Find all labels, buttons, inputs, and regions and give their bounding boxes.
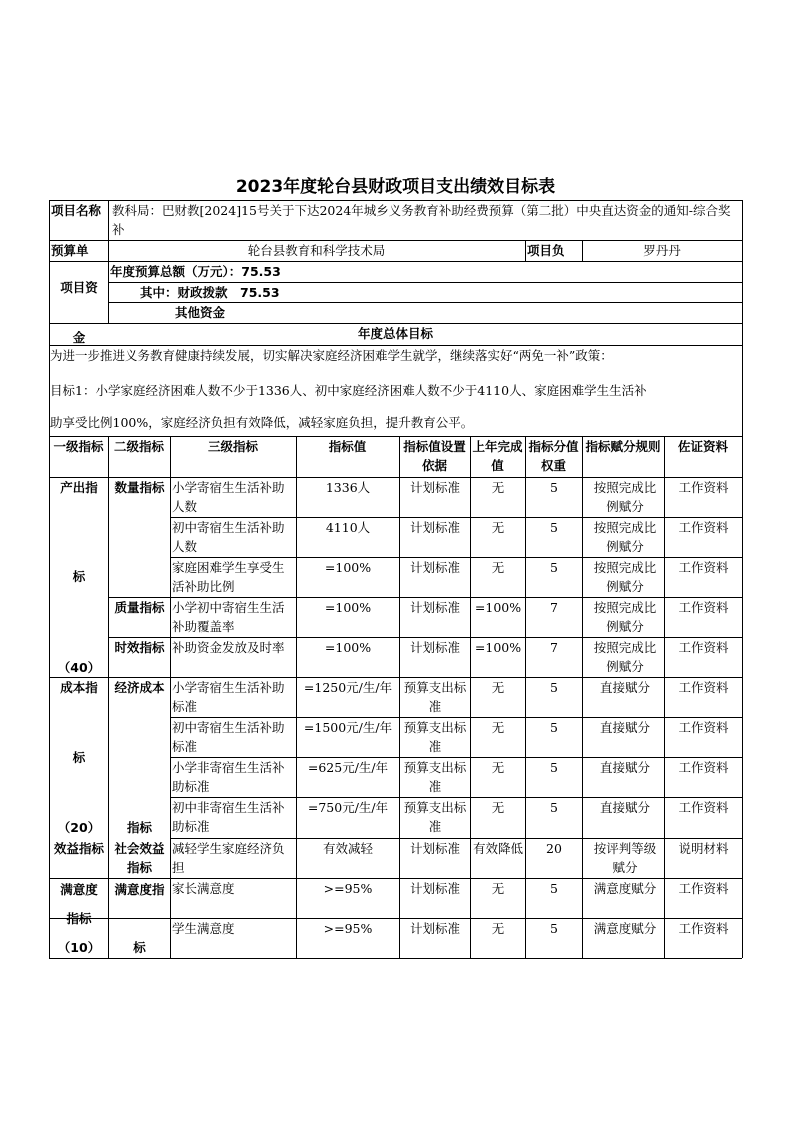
- l2-timeliness: 时效指标: [114, 640, 165, 655]
- row-7-weight: 5: [550, 760, 558, 775]
- row-4-basis: 计划标准: [409, 640, 460, 655]
- row-2-weight: 5: [550, 560, 558, 575]
- row-9-last: 有效降低: [472, 841, 523, 856]
- row-11-l3: 学生满意度: [172, 921, 235, 936]
- row-7-rule: 直接赋分: [599, 760, 650, 775]
- goal-line-2: 目标1：小学家庭经济困难人数不少于1336人、初中家庭经济困难人数不少于4110人、家庭困难学生生活补: [50, 383, 647, 398]
- group-cost-a: 成本指: [60, 680, 98, 695]
- fiscal-funds: 其中：财政拨款 75.53: [140, 285, 280, 300]
- row-6-last: 无: [491, 720, 505, 735]
- col-head-basis: 指标值设置依据: [403, 439, 466, 473]
- grid-line-v: [108, 200, 109, 323]
- row-9-weight: 20: [546, 841, 562, 856]
- row-7-basis: 预算支出标准: [403, 760, 467, 794]
- row-0-l3: 小学寄宿生生活补助人数: [172, 480, 285, 514]
- row-9-basis: 计划标准: [409, 841, 460, 856]
- row-1-weight: 5: [550, 520, 558, 535]
- col-head-value: 指标值: [328, 439, 367, 454]
- row-1-rule: 按照完成比例赋分: [593, 520, 657, 554]
- row-3-l3: 小学初中寄宿生生活补助覆盖率: [172, 600, 285, 634]
- row-0-last: 无: [491, 480, 505, 495]
- grid-line-v: [742, 200, 743, 958]
- row-10-rule: 满意度赋分: [593, 881, 657, 896]
- row-5-l3: 小学寄宿生生活补助标准: [172, 680, 285, 714]
- row-2-evidence: 工作资料: [678, 560, 729, 575]
- row-3-last: =100%: [474, 600, 522, 615]
- row-9-rule: 按评判等级赋分: [593, 841, 657, 875]
- row-4-l3: 补助资金发放及时率: [172, 640, 285, 655]
- row-5-value: =1250元/生/年: [303, 680, 393, 695]
- row-2-l3: 家庭困难学生享受生活补助比例: [172, 560, 285, 594]
- row-7-last: 无: [491, 760, 505, 775]
- grid-line-v: [525, 240, 526, 261]
- row-2-rule: 按照完成比例赋分: [593, 560, 657, 594]
- row-10-value: >=95%: [323, 881, 373, 896]
- row-6-evidence: 工作资料: [678, 720, 729, 735]
- row-3-evidence: 工作资料: [678, 600, 729, 615]
- project-name-value: 教科局：巴财教[2024]15号关于下达2024年城乡义务教育补助经费预算（第二批）中央直达资金的通知-综合奖补: [112, 203, 731, 237]
- row-9-value: 有效减轻: [322, 841, 373, 856]
- group-cost-c: （20）: [57, 820, 101, 835]
- col-head-l1: 一级指标: [53, 439, 104, 454]
- row-4-value: =100%: [324, 640, 372, 655]
- row-6-basis: 预算支出标准: [403, 720, 467, 754]
- l2-economic-a: 经济成本: [114, 680, 165, 695]
- total-budget: 年度预算总额（万元）：75.53: [110, 264, 281, 279]
- row-4-weight: 7: [550, 640, 558, 655]
- group-benefit: 效益指标: [53, 841, 104, 856]
- group-satisfaction-c: （10）: [57, 940, 101, 955]
- row-8-weight: 5: [550, 800, 558, 815]
- row-7-l3: 小学非寄宿生生活补助标准: [172, 760, 285, 794]
- group-output-a: 产出指: [60, 480, 98, 495]
- row-8-rule: 直接赋分: [599, 800, 650, 815]
- col-head-weight: 指标分值权重: [528, 439, 579, 473]
- row-5-rule: 直接赋分: [599, 680, 650, 695]
- row-10-last: 无: [491, 881, 505, 896]
- col-head-rule: 指标赋分规则: [585, 439, 661, 454]
- page-title: 2023年度轮台县财政项目支出绩效目标表: [235, 177, 556, 197]
- grid-line-h: [49, 958, 742, 959]
- l2-quantity: 数量指标: [114, 480, 165, 495]
- l2-satisfaction-a: 满意度指: [114, 882, 165, 897]
- row-9-evidence: 说明材料: [678, 841, 729, 856]
- row-5-weight: 5: [550, 680, 558, 695]
- row-5-evidence: 工作资料: [678, 680, 729, 695]
- row-3-value: =100%: [324, 600, 372, 615]
- row-1-value: 4110人: [325, 520, 371, 535]
- grid-line-v: [582, 436, 583, 958]
- group-satisfaction-a: 满意度: [60, 882, 98, 897]
- row-6-value: =1500元/生/年: [303, 720, 393, 735]
- row-5-basis: 预算支出标准: [403, 680, 467, 714]
- row-0-basis: 计划标准: [409, 480, 460, 495]
- l2-economic-b: 指标: [126, 820, 152, 835]
- row-3-weight: 7: [550, 600, 558, 615]
- row-9-l3: 减轻学生家庭经济负担: [172, 841, 285, 875]
- row-10-evidence: 工作资料: [678, 881, 729, 896]
- row-11-last: 无: [491, 921, 505, 936]
- l2-quality: 质量指标: [114, 600, 165, 615]
- col-head-l2: 二级指标: [113, 439, 164, 454]
- row-7-evidence: 工作资料: [678, 760, 729, 775]
- row-0-rule: 按照完成比例赋分: [593, 480, 657, 514]
- row-5-last: 无: [491, 680, 505, 695]
- other-funds: 其他资金: [175, 305, 226, 320]
- row-8-l3: 初中非寄宿生生活补助标准: [172, 800, 285, 834]
- row-10-basis: 计划标准: [409, 881, 460, 896]
- project-name-label: 项目名称: [51, 203, 102, 218]
- row-11-basis: 计划标准: [409, 921, 460, 936]
- row-6-weight: 5: [550, 720, 558, 735]
- row-8-value: =750元/生/年: [307, 800, 389, 815]
- row-4-evidence: 工作资料: [678, 640, 729, 655]
- group-output-c: （40）: [57, 660, 101, 675]
- row-11-evidence: 工作资料: [678, 921, 729, 936]
- row-8-evidence: 工作资料: [678, 800, 729, 815]
- group-output-b: 标: [72, 569, 86, 584]
- group-cost-b: 标: [72, 750, 86, 765]
- leader-value: 罗丹丹: [643, 243, 681, 258]
- budget-unit-value: 轮台县教育和科学技术局: [247, 243, 386, 258]
- goal-line-1: 为进一步推进义务教育健康持续发展，切实解决家庭经济困难学生就学，继续落实好“两免一补”政策：: [50, 348, 613, 363]
- row-1-last: 无: [491, 520, 505, 535]
- l2-social: 社会效益指标: [114, 841, 165, 875]
- goal-line-3: 助享受比例100%，家庭经济负担有效降低，减轻家庭负担，提升教育公平。: [50, 415, 474, 430]
- row-6-l3: 初中寄宿生生活补助标准: [172, 720, 285, 754]
- row-1-l3: 初中寄宿生生活补助人数: [172, 520, 285, 554]
- budget-unit-label: 预算单: [51, 243, 89, 258]
- row-11-value: >=95%: [323, 921, 373, 936]
- row-7-value: =625元/生/年: [307, 760, 389, 775]
- grid-line-v: [170, 436, 171, 958]
- row-10-weight: 5: [550, 881, 558, 896]
- leader-label: 项目负: [527, 243, 565, 258]
- row-2-value: =100%: [324, 560, 372, 575]
- goal-heading: 年度总体目标: [357, 326, 433, 341]
- row-0-weight: 5: [550, 480, 558, 495]
- row-2-last: 无: [491, 560, 505, 575]
- col-head-l3: 三级指标: [207, 439, 258, 454]
- project-funds-label: 项目资金: [60, 280, 98, 345]
- row-4-rule: 按照完成比例赋分: [593, 640, 657, 674]
- group-satisfaction-b: 指标: [66, 911, 92, 926]
- row-1-evidence: 工作资料: [678, 520, 729, 535]
- grid-line-v: [399, 436, 400, 958]
- l2-satisfaction-b: 标: [133, 940, 146, 955]
- row-8-last: 无: [491, 800, 505, 815]
- row-6-rule: 直接赋分: [599, 720, 650, 735]
- row-11-rule: 满意度赋分: [593, 921, 657, 936]
- row-0-evidence: 工作资料: [678, 480, 729, 495]
- col-head-evidence: 佐证资料: [677, 439, 728, 454]
- row-8-basis: 预算支出标准: [403, 800, 467, 834]
- row-3-rule: 按照完成比例赋分: [593, 600, 657, 634]
- row-10-l3: 家长满意度: [172, 881, 235, 896]
- col-head-last-year: 上年完成值: [472, 439, 523, 473]
- row-3-basis: 计划标准: [409, 600, 460, 615]
- row-11-weight: 5: [550, 921, 558, 936]
- row-2-basis: 计划标准: [409, 560, 460, 575]
- row-1-basis: 计划标准: [409, 520, 460, 535]
- row-4-last: =100%: [474, 640, 522, 655]
- row-0-value: 1336人: [325, 480, 371, 495]
